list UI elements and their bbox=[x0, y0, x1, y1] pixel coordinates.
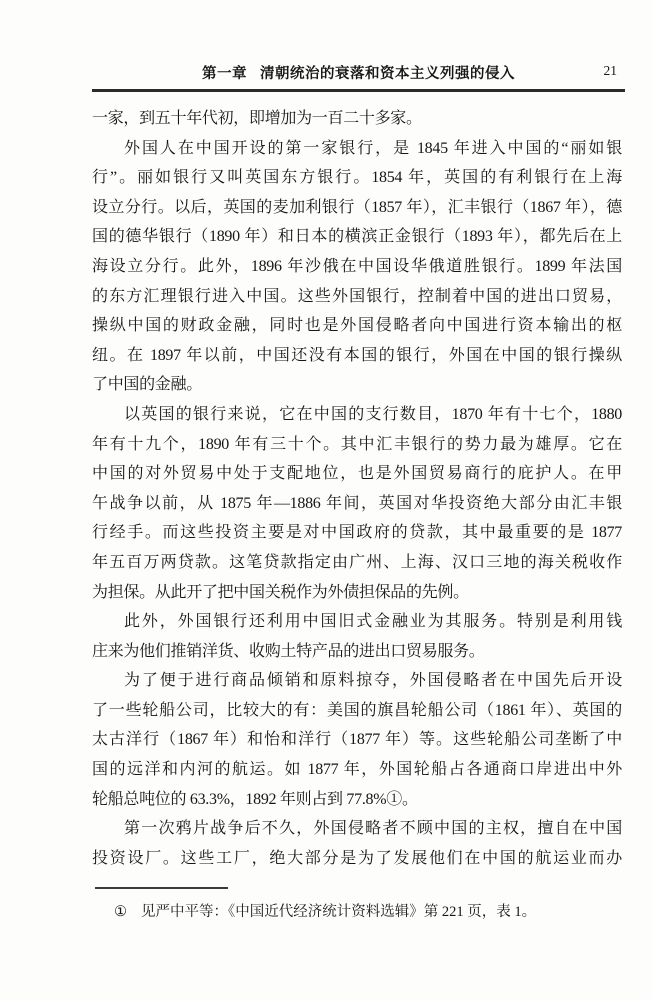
body-line: 的东方汇理银行进入中国。这些外国银行，控制着中国的进出口贸易， bbox=[92, 287, 622, 305]
body-line: 太古洋行（1867 年）和怡和洋行（1877 年）等。这些轮船公司垄断了中 bbox=[92, 731, 622, 749]
body-line: 一家，到五十年代初，即增加为一百二十多家。 bbox=[92, 110, 422, 127]
footnote-text: 见严中平等：《中国近代经济统计资料选辑》第 221 页，表 1。 bbox=[141, 904, 537, 920]
body-text bbox=[92, 104, 622, 873]
body-line: 午战争以前，从 1875 年—1886 年间，英国对华投资绝大部分由汇丰银 bbox=[92, 494, 622, 512]
running-header bbox=[92, 62, 625, 82]
page-number: 21 bbox=[603, 63, 617, 78]
body-line: 第一次鸦片战争后不久，外国侵略者不顾中国的主权，擅自在中国 bbox=[124, 820, 622, 838]
body-line: 了一些轮船公司，比较大的有：美国的旗昌轮船公司（1861 年）、英国的 bbox=[92, 701, 622, 719]
footnote bbox=[92, 901, 622, 923]
body-line: 设立分行。以后，英国的麦加利银行（1857 年），汇丰银行（1867 年），德 bbox=[92, 198, 622, 216]
body-line: 年有十九个，1890 年有三十个。其中汇丰银行的势力最为雄厚。它在 bbox=[92, 435, 622, 453]
chapter-title: 清朝统治的衰落和资本主义列强的侵入 bbox=[260, 66, 516, 82]
footnote-separator bbox=[95, 887, 228, 889]
body-line: 国的德华银行（1890 年）和日本的横滨正金银行（1893 年），都先后在上 bbox=[92, 228, 622, 246]
footnote-marker: ① bbox=[114, 904, 127, 920]
body-line: 为担保。从此开了把中国关税作为外债担保品的先例。 bbox=[92, 583, 469, 601]
body-line: 国的远洋和内河的航运。如 1877 年，外国轮船占各通商口岸进出中外 bbox=[92, 761, 622, 779]
body-line: 投资设厂。这些工厂，绝大部分是为了发展他们在中国的航运业而办 bbox=[92, 849, 622, 867]
header-rule bbox=[92, 89, 625, 92]
body-line: 海设立分行。此外，1896 年沙俄在中国设华俄道胜银行。1899 年法国 bbox=[92, 257, 622, 275]
body-line: 纽。在 1897 年以前，中国还没有本国的银行，外国在中国的银行操纵 bbox=[92, 346, 622, 364]
body-line: 行经手。而这些投资主要是对中国政府的贷款，其中最重要的是 1877 bbox=[92, 524, 622, 542]
body-line: 以英国的银行来说，它在中国的支行数目，1870 年有十七个，1880 bbox=[124, 405, 622, 423]
body-line: 操纵中国的财政金融，同时也是外国侵略者向中国进行资本输出的枢 bbox=[92, 317, 622, 335]
body-line: 外国人在中国开设的第一家银行，是 1845 年进入中国的“丽如银 bbox=[124, 139, 622, 157]
body-line: 庄来为他们推销洋货、收购土特产品的进出口贸易服务。 bbox=[92, 642, 485, 660]
body-line: 为了便于进行商品倾销和原料掠夺，外国侵略者在中国先后开设 bbox=[124, 672, 622, 690]
body-line: 行”。丽如银行又叫英国东方银行。1854 年，英国的有利银行在上海 bbox=[92, 169, 622, 187]
body-line: 轮船总吨位的 63.3%，1892 年则占到 77.8%①。 bbox=[92, 790, 418, 808]
body-line: 了中国的金融。 bbox=[92, 376, 202, 394]
chapter-label: 第一章 bbox=[201, 66, 247, 82]
body-line: 年五百万两贷款。这笔贷款指定由广州、上海、汉口三地的海关税收作 bbox=[92, 553, 622, 571]
body-line: 此外，外国银行还利用中国旧式金融业为其服务。特别是利用钱 bbox=[124, 613, 622, 631]
body-line: 中国的对外贸易中处于支配地位，也是外国贸易商行的庇护人。在甲 bbox=[92, 465, 622, 483]
